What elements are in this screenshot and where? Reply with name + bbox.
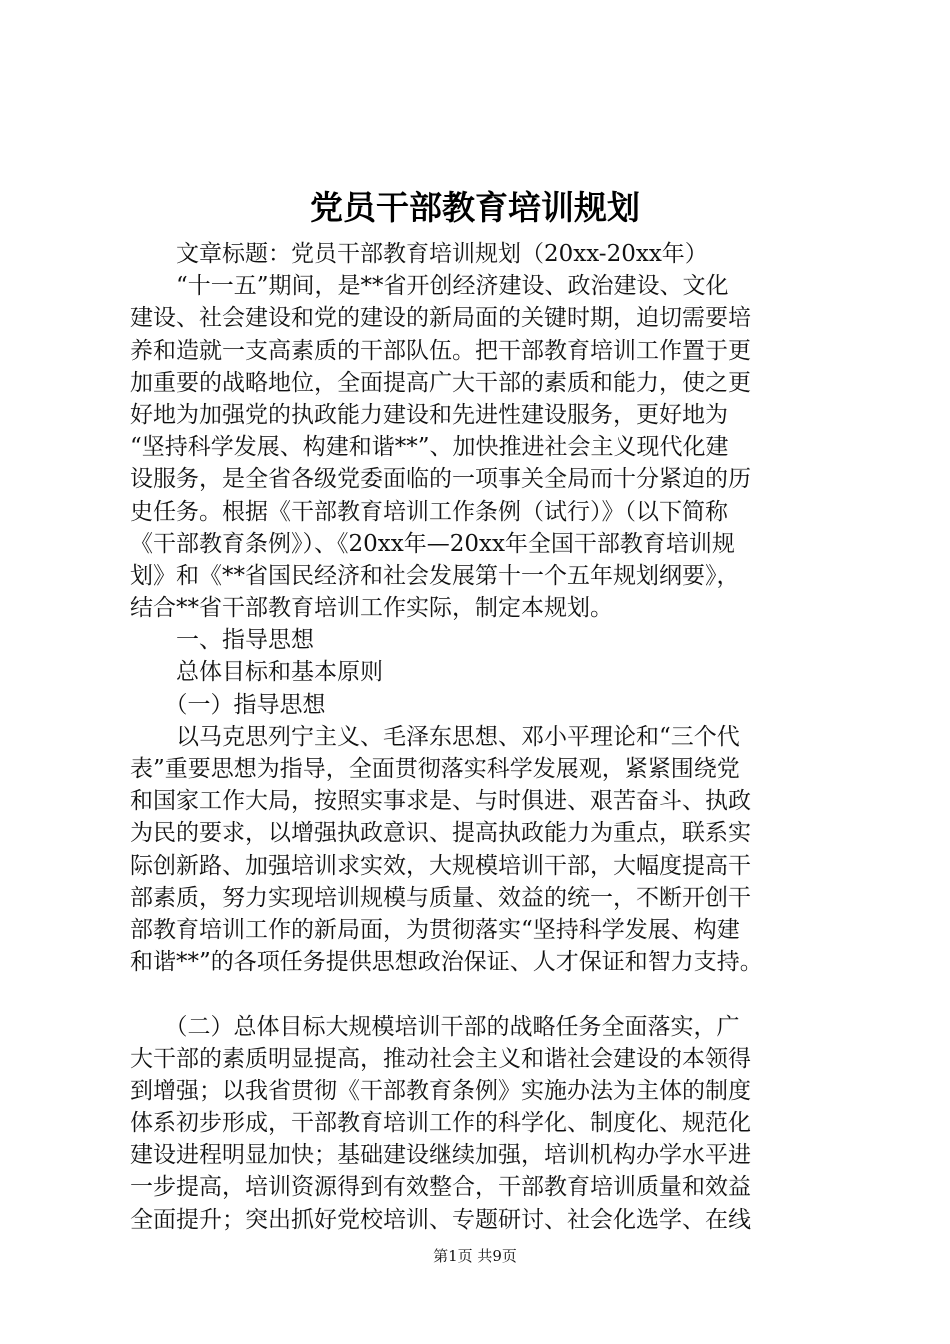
text-line: 划》和《**省国民经济和社会发展第十一个五年规划纲要》， bbox=[130, 562, 740, 589]
text-line: 一、指导思想 bbox=[130, 627, 314, 654]
text-line: 部素质，努力实现培训规模与质量、效益的统一，不断开创干 bbox=[130, 884, 751, 911]
text-line: 一步提高，培训资源得到有效整合，干部教育培训质量和效益 bbox=[130, 1174, 751, 1201]
text-line: 大干部的素质明显提高，推动社会主义和谐社会建设的本领得 bbox=[130, 1045, 751, 1072]
text-line: 到增强；以我省贯彻《干部教育条例》实施办法为主体的制度 bbox=[130, 1077, 751, 1104]
document-title: 党员干部教育培训规划 bbox=[310, 188, 640, 227]
text-line: 表”重要思想为指导，全面贯彻落实科学发展观，紧紧围绕党 bbox=[130, 756, 740, 782]
text-line: 史任务。根据《干部教育培训工作条例（试行）》（以下简称 bbox=[130, 498, 728, 525]
text-line: 以马克思列宁主义、毛泽东思想、邓小平理论和“三个代 bbox=[130, 723, 740, 750]
text-line: “坚持科学发展、构建和谐**”、加快推进社会主义现代化建 bbox=[130, 434, 729, 461]
text-line: 际创新路、加强培训求实效，大规模培训干部，大幅度提高干 bbox=[130, 852, 751, 879]
text-line: 《干部教育条例》）、《20xx年—20xx年全国干部教育培训规 bbox=[130, 530, 735, 557]
text-line: 和国家工作大局，按照实事求是、与时俱进、艰苦奋斗、执政 bbox=[130, 788, 751, 815]
text-line: 部教育培训工作的新局面，为贯彻落实“坚持科学发展、构建 bbox=[130, 916, 740, 943]
text-line: 养和造就一支高素质的干部队伍。把干部教育培训工作置于更 bbox=[130, 337, 751, 364]
blank-line bbox=[130, 978, 830, 1010]
text-line: （二）总体目标大规模培训干部的战略任务全面落实，广 bbox=[130, 1013, 740, 1040]
text-line: （一）指导思想 bbox=[130, 691, 326, 718]
text-line: 加重要的战略地位，全面提高广大干部的素质和能力，使之更 bbox=[130, 369, 751, 396]
text-line: 全面提升；突出抓好党校培训、专题研讨、社会化选学、在线 bbox=[130, 1206, 751, 1233]
text-line: 结合**省干部教育培训工作实际，制定本规划。 bbox=[130, 595, 613, 622]
text-line: 和谐**”的各项任务提供思想政治保证、人才保证和智力支持。 bbox=[130, 949, 763, 976]
text-line: 为民的要求，以增强执政意识、提高执政能力为重点，联系实 bbox=[130, 820, 751, 847]
text-line: 体系初步形成，干部教育培训工作的科学化、制度化、规范化 bbox=[130, 1110, 751, 1137]
text-line: 建设进程明显加快；基础建设继续加强，培训机构办学水平进 bbox=[130, 1142, 751, 1169]
text-line: 建设、社会建设和党的建设的新局面的关键时期，迫切需要培 bbox=[130, 305, 751, 332]
page-footer: 第1页 共9页 bbox=[433, 1247, 517, 1265]
text-line: 设服务，是全省各级党委面临的一项事关全局而十分紧迫的历 bbox=[130, 466, 751, 493]
text-line: 好地为加强党的执政能力建设和先进性建设服务，更好地为 bbox=[130, 401, 728, 428]
text-line: 总体目标和基本原则 bbox=[130, 659, 383, 686]
text-line: 文章标题：党员干部教育培训规划（20xx-20xx年） bbox=[130, 241, 708, 267]
document-body bbox=[130, 238, 830, 1236]
text-line: “十一五”期间，是**省开创经济建设、政治建设、文化 bbox=[130, 273, 729, 300]
